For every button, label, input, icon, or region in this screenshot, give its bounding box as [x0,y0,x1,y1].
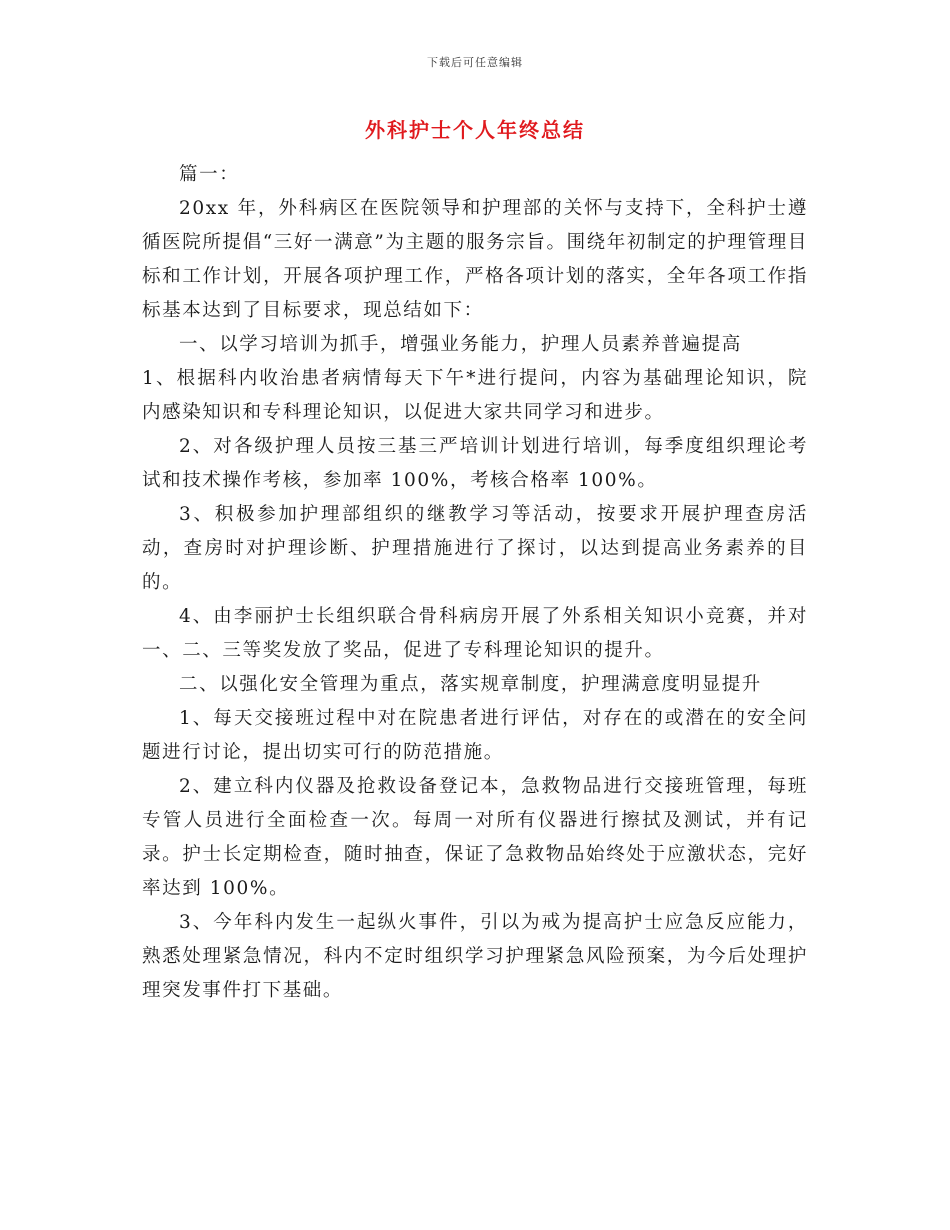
paragraph-1-4: 4、由李丽护士长组织联合骨科病房开展了外系相关知识小竞赛，并对一、二、三等奖发放了奖品，促进了专科理论知识的提升。 [142,606,808,661]
section-heading-1: 一、以学习培训为抓手，增强业务能力，护理人员素养普遍提高 [179,334,742,355]
header-note: 下载后可任意编辑 [427,56,523,69]
intro-paragraph: 20xx 年，外科病区在医院领导和护理部的关怀与支持下，全科护士遵循医院所提倡“三好一满意”为主题的服务宗旨。围绕年初制定的护理管理目标和工作计划，开展各项护理工作，严格各项计划的落实，全年各项工作指标基本达到了目标要求，现总结如下： [142,198,808,321]
paragraph-2-2: 2、建立科内仪器及抢救设备登记本，急救物品进行交接班管理，每班专管人员进行全面检查一次。每周一对所有仪器进行擦拭及测试，并有记录。护士长定期检查，随时抽查，保证了急救物品始终处于应激状态，完好率达到 100%。 [142,776,808,899]
paragraph-1-3: 3、积极参加护理部组织的继教学习等活动，按要求开展护理查房活动，查房时对护理诊断、护理措施进行了探讨，以达到提高业务素养的目的。 [142,504,808,593]
document-title: 外科护士个人年终总结 [365,118,585,142]
section-heading-2: 二、以强化安全管理为重点，落实规章制度，护理满意度明显提升 [179,674,762,695]
document-body [142,158,808,1008]
paragraph-1-1: 1、根据科内收治患者病情每天下午*进行提问，内容为基础理论知识，院内感染知识和专科理论知识，以促进大家共同学习和进步。 [142,368,808,423]
section-label: 篇一： [179,164,240,185]
paragraph-2-3: 3、今年科内发生一起纵火事件，引以为戒为提高护士应急反应能力，熟悉处理紧急情况，科内不定时组织学习护理紧急风险预案，为今后处理护理突发事件打下基础。 [142,912,808,1001]
paragraph-1-2: 2、对各级护理人员按三基三严培训计划进行培训，每季度组织理论考试和技术操作考核，参加率 100%，考核合格率 100%。 [142,436,808,491]
paragraph-2-1: 1、每天交接班过程中对在院患者进行评估，对存在的或潜在的安全问题进行讨论，提出切实可行的防范措施。 [142,708,808,763]
